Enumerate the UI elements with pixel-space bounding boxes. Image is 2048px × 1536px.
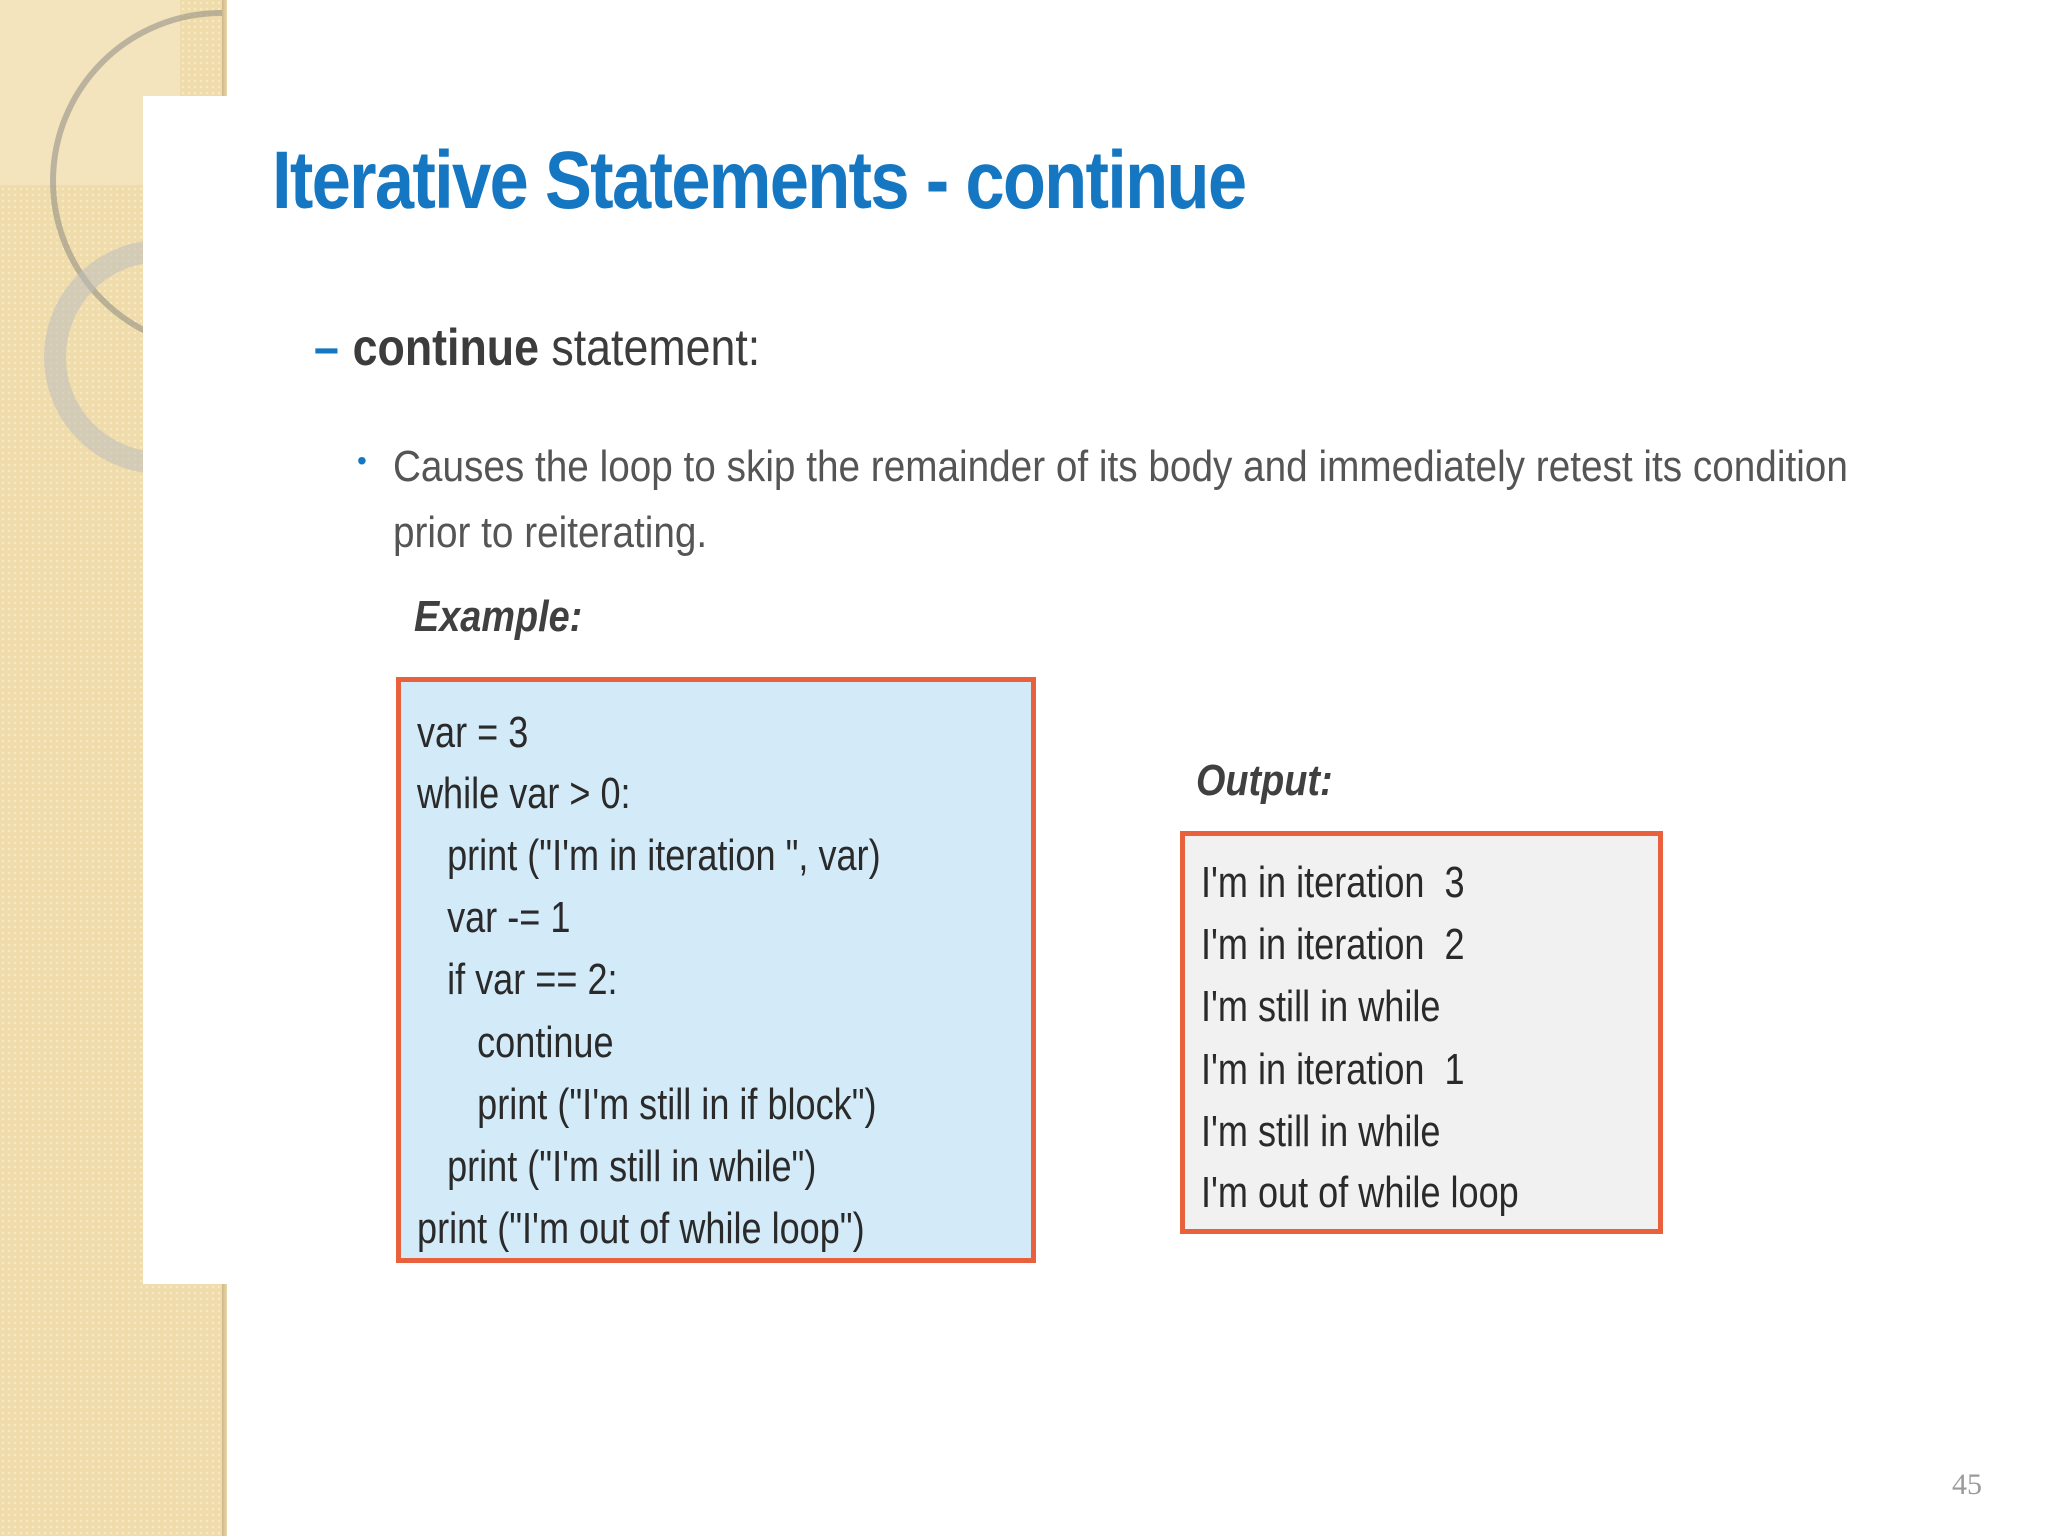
- page-number: 45: [1952, 1468, 1982, 1501]
- slide-title: Iterative Statements - continue: [272, 135, 1246, 226]
- keyword-continue: continue: [352, 319, 539, 377]
- output-line: I'm still in while: [1201, 982, 1441, 1031]
- code-line: var = 3: [417, 708, 529, 757]
- code-line: while var > 0:: [417, 769, 631, 818]
- sub-heading-rest: statement:: [538, 319, 761, 377]
- code-line: if var == 2:: [417, 955, 618, 1004]
- code-line: print ("I'm still in if block"): [417, 1080, 877, 1129]
- dash-marker: –: [314, 319, 339, 377]
- example-label: Example:: [414, 592, 583, 641]
- output-line: I'm in iteration 2: [1201, 920, 1465, 969]
- bullet-dot-icon: •: [357, 445, 367, 476]
- code-line: continue: [417, 1018, 614, 1067]
- code-line: var -= 1: [417, 893, 571, 942]
- bullet-item: [356, 434, 1848, 566]
- output-line: I'm still in while: [1201, 1107, 1441, 1156]
- output-label: Output:: [1196, 756, 1333, 805]
- code-example-box: [396, 677, 1036, 1263]
- output-line: I'm in iteration 3: [1201, 858, 1465, 907]
- code-line: print ("I'm still in while"): [417, 1142, 817, 1191]
- bullet-text: Causes the loop to skip the remainder of its body and immediately retest its condition prior to reiterating.: [392, 442, 1848, 557]
- output-line: I'm out of while loop: [1201, 1168, 1519, 1217]
- code-line: print ("I'm in iteration ", var): [417, 831, 881, 880]
- output-box: [1180, 831, 1663, 1234]
- sub-heading: [314, 318, 760, 378]
- output-line: I'm in iteration 1: [1201, 1045, 1465, 1094]
- code-line: print ("I'm out of while loop"): [417, 1204, 865, 1253]
